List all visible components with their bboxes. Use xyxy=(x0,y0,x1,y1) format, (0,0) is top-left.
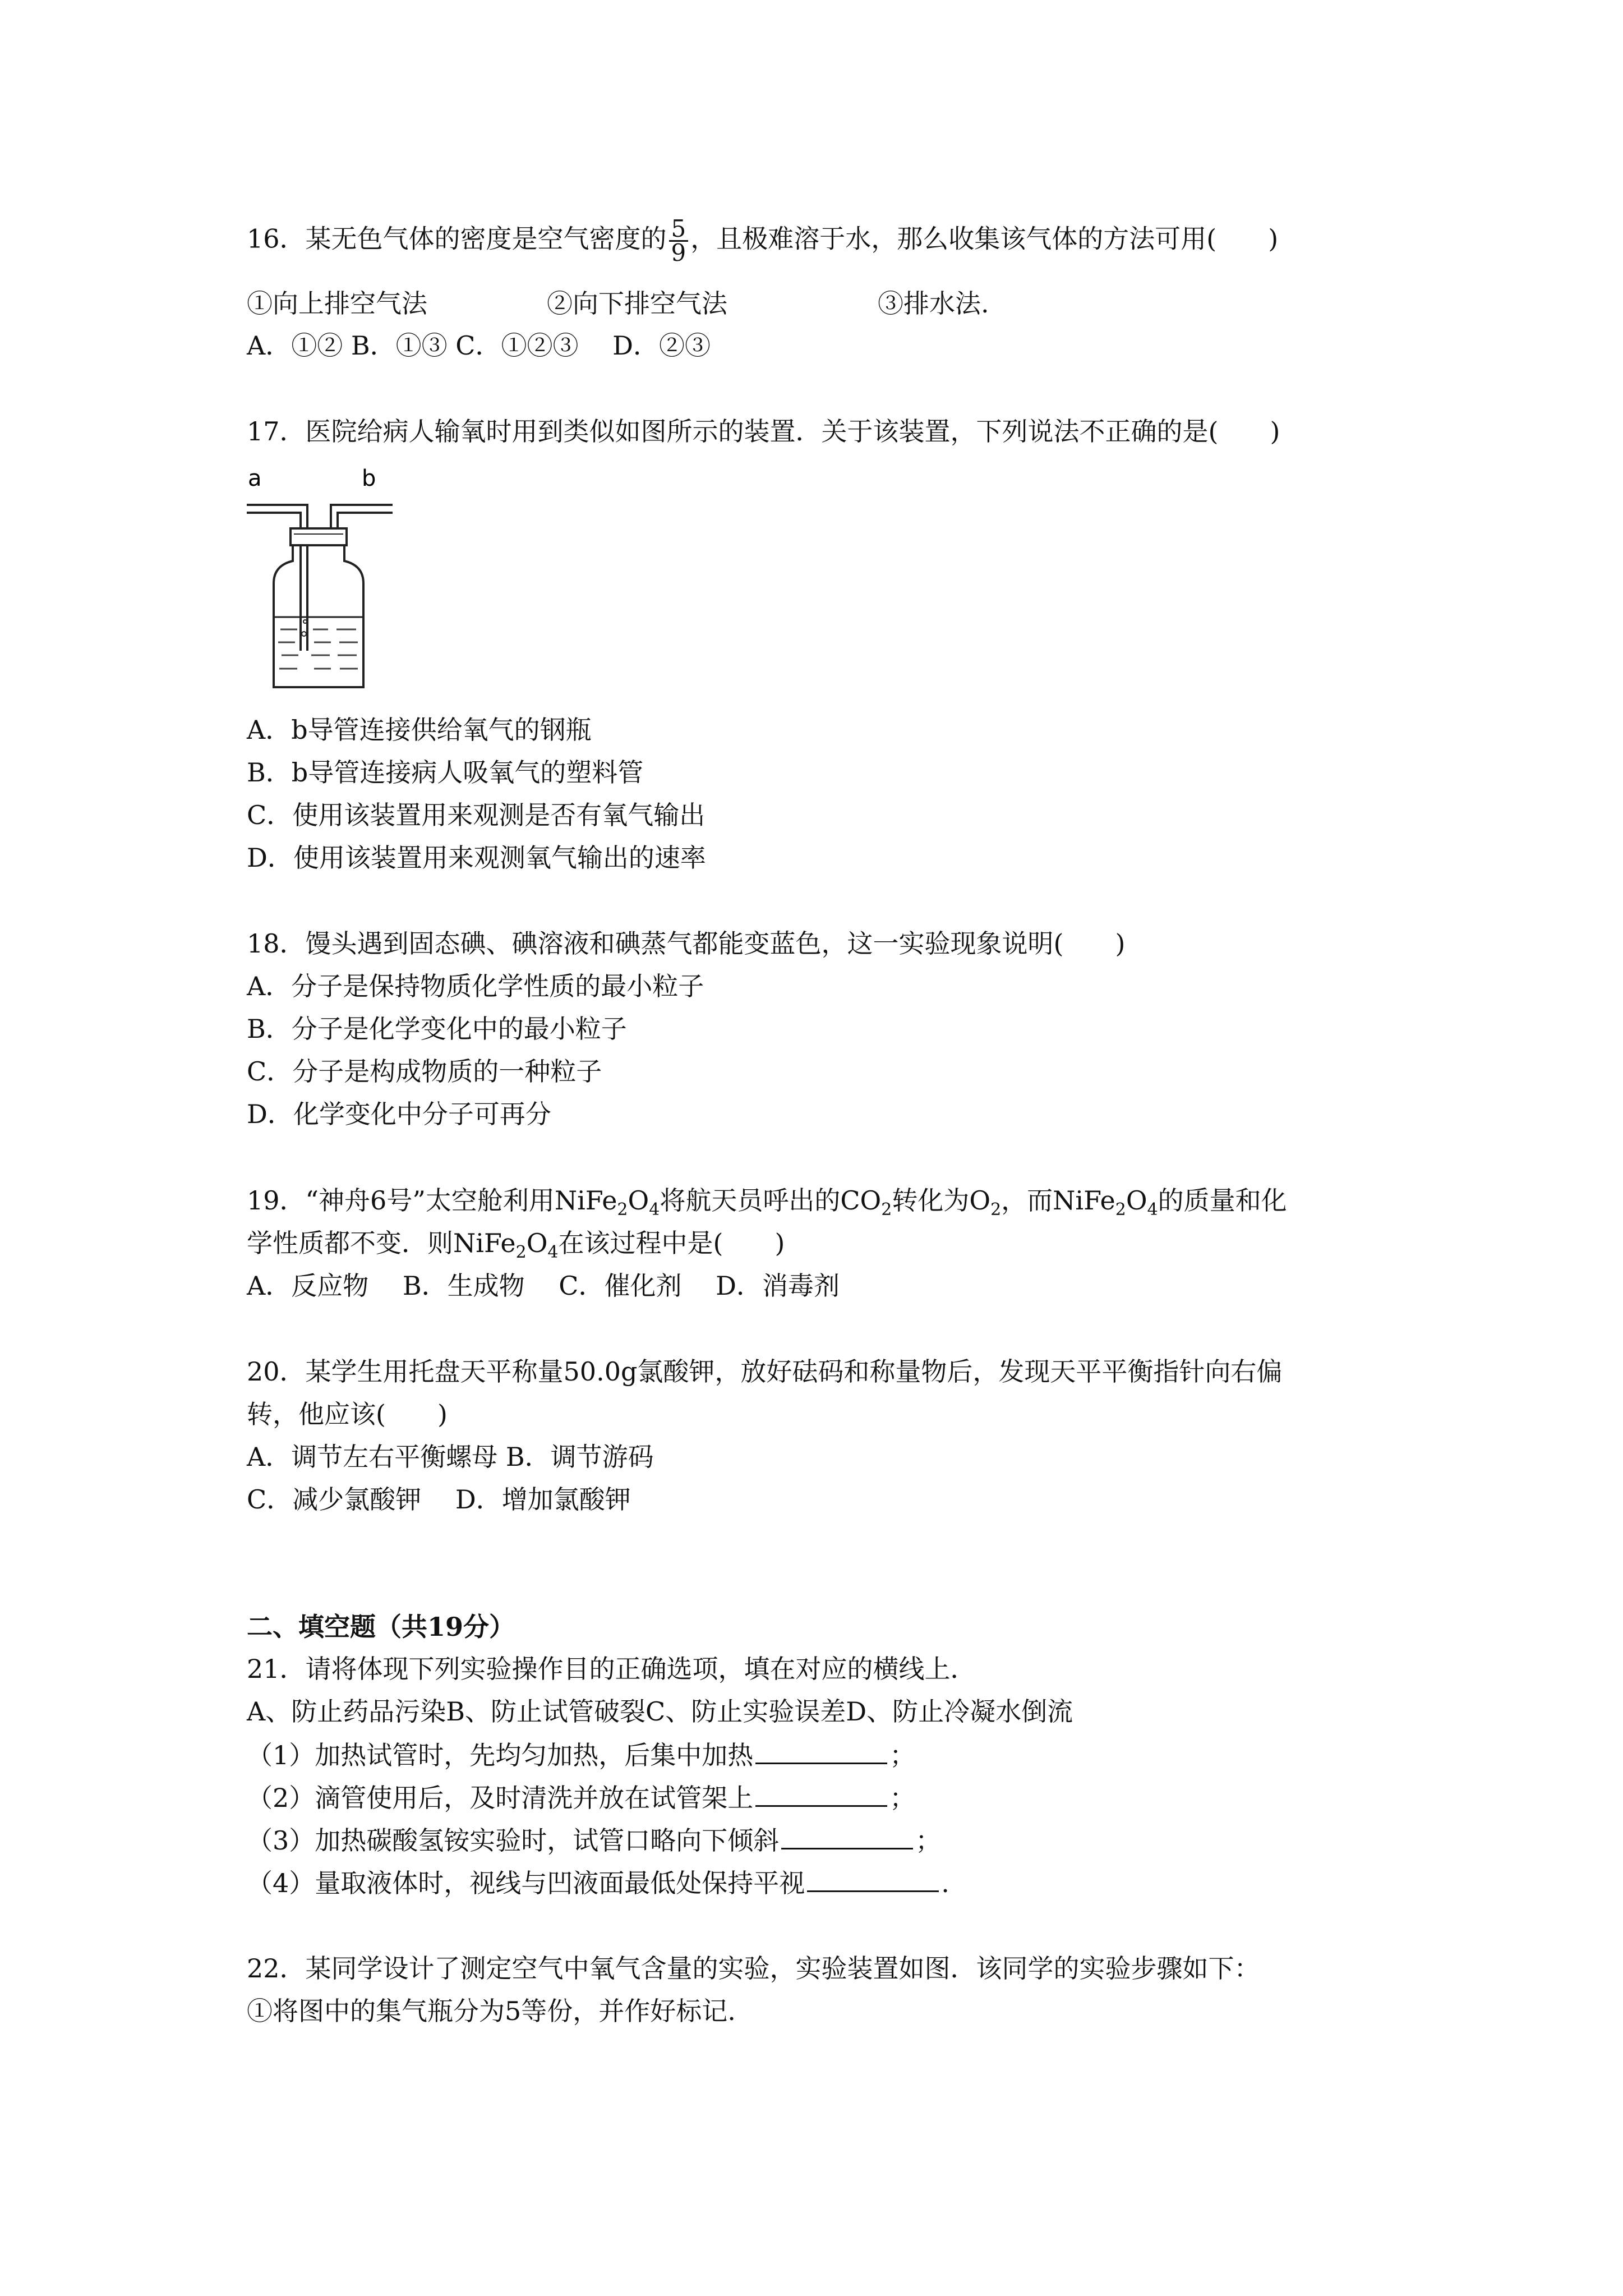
q19-text-b: 将航天员呼出的CO xyxy=(660,1185,882,1216)
q16-item-2: ②向下排空气法 xyxy=(547,288,727,319)
q20-options-2: C．减少氯酸钾 D．增加氯酸钾 xyxy=(247,1484,631,1515)
q19-sub: 2 xyxy=(617,1200,628,1220)
q21-item-end: . xyxy=(941,1868,949,1898)
q17-gas-washing-bottle-figure xyxy=(247,466,393,701)
q18-stem: 18．馒头遇到固态碘、碘溶液和碘蒸气都能变蓝色，这一实验现象说明( ) xyxy=(247,928,1126,959)
q21-item-end: ； xyxy=(915,1825,942,1856)
q20-options-1: A．调节左右平衡螺母 B．调节游码 xyxy=(247,1442,654,1472)
q17-stem: 17．医院给病人输氧时用到类似如图所示的装置．关于该装置，下列说法不正确的是( ) xyxy=(247,416,1280,447)
q21-item-2 xyxy=(247,1780,915,1814)
q18-option-b: B．分子是化学变化中的最小粒子 xyxy=(247,1014,627,1044)
q21-item-text: （2）滴管使用后，及时清洗并放在试管架上 xyxy=(247,1783,754,1813)
q19-sub: 2 xyxy=(881,1200,892,1220)
q21-stem: 21．请将体现下列实验操作目的正确选项，填在对应的横线上． xyxy=(247,1654,976,1684)
q19-o: O xyxy=(1126,1185,1147,1216)
q22-step-1: ①将图中的集气瓶分为5等份，并作好标记. xyxy=(247,1996,736,2026)
q21-item-3 xyxy=(247,1823,941,1857)
q16-options: A．①② B．①③ C．①②③ D．②③ xyxy=(247,330,711,361)
q16-stem xyxy=(247,215,1279,266)
q19-sub: 2 xyxy=(515,1243,527,1263)
q19-text-a: 19．“神舟6号”太空舱利用NiFe xyxy=(247,1185,617,1216)
q19-text-e: 的质量和化 xyxy=(1158,1185,1287,1216)
answer-blank[interactable] xyxy=(807,1866,939,1892)
q21-item-text: （3）加热碳酸氢铵实验时，试管口略向下倾斜 xyxy=(247,1825,780,1856)
q17-label-b: b xyxy=(362,466,376,491)
q22-stem: 22．某同学设计了测定空气中氧气含量的实验，实验装置如图．该同学的实验步骤如下： xyxy=(247,1953,1260,1984)
q21-item-4 xyxy=(247,1866,949,1899)
q16-fraction xyxy=(669,215,689,266)
section-heading: 二、填空题（共19分） xyxy=(247,1612,515,1642)
q19-text-c: 转化为O xyxy=(892,1185,991,1216)
q16-stem-b: ，且极难溶于水，那么收集该气体的方法可用( ) xyxy=(690,223,1279,254)
q16-stem-a: 16．某无色气体的密度是空气密度的 xyxy=(247,223,667,254)
q17-option-c: C．使用该装置用来观测是否有氧气输出 xyxy=(247,800,706,830)
q19-sub: 2 xyxy=(990,1200,1002,1220)
q19-sub: 4 xyxy=(547,1243,559,1263)
q19-sub: 4 xyxy=(649,1200,660,1220)
q17-option-d: D．使用该装置用来观测氧气输出的速率 xyxy=(247,843,706,873)
q21-item-text: （4）量取液体时，视线与凹液面最低处保持平视 xyxy=(247,1868,805,1898)
answer-blank[interactable] xyxy=(781,1823,913,1849)
q19-line-2 xyxy=(247,1227,785,1269)
q21-item-end: ； xyxy=(889,1783,916,1813)
q21-item-text: （1）加热试管时，先均匀加热，后集中加热 xyxy=(247,1740,754,1770)
q19-text-d: ，而NiFe xyxy=(1001,1185,1115,1216)
q19-text-f: 学性质都不变．则NiFe xyxy=(247,1228,516,1258)
q16-item-1: ①向上排空气法 xyxy=(247,288,427,319)
q19-o: O xyxy=(526,1228,548,1258)
q19-sub: 4 xyxy=(1147,1200,1158,1220)
q16-frac-num: 5 xyxy=(669,218,689,242)
q18-option-d: D．化学变化中分子可再分 xyxy=(247,1099,551,1129)
answer-blank[interactable] xyxy=(755,1780,887,1807)
q20-line-2: 转，他应该( ) xyxy=(247,1399,448,1429)
q19-line-1 xyxy=(247,1184,1287,1226)
q21-choices: A、防止药品污染B、防止试管破裂C、防止实验误差D、防止冷凝水倒流 xyxy=(247,1696,1073,1727)
q21-item-1 xyxy=(247,1738,915,1772)
q19-text-g: 在该过程中是( ) xyxy=(558,1228,785,1258)
q18-option-a: A．分子是保持物质化学性质的最小粒子 xyxy=(247,971,704,1001)
answer-blank[interactable] xyxy=(755,1738,887,1764)
q19-sub: 2 xyxy=(1115,1200,1126,1220)
q18-option-c: C．分子是构成物质的一种粒子 xyxy=(247,1056,602,1087)
q16-frac-den: 9 xyxy=(671,239,686,266)
q21-item-end: ； xyxy=(889,1740,916,1770)
q17-option-b: B．b导管连接病人吸氧气的塑料管 xyxy=(247,757,644,788)
q19-o: O xyxy=(628,1185,649,1216)
q17-label-a: a xyxy=(248,466,262,491)
q20-line-1: 20．某学生用托盘天平称量50.0g氯酸钾，放好砝码和称量物后，发现天平平衡指针向右偏 xyxy=(247,1356,1283,1387)
q17-option-a: A．b导管连接供给氧气的钢瓶 xyxy=(247,715,592,745)
q19-options: A．反应物 B．生成物 C．催化剂 D．消毒剂 xyxy=(247,1271,840,1301)
q16-item-3: ③排水法. xyxy=(878,288,989,319)
